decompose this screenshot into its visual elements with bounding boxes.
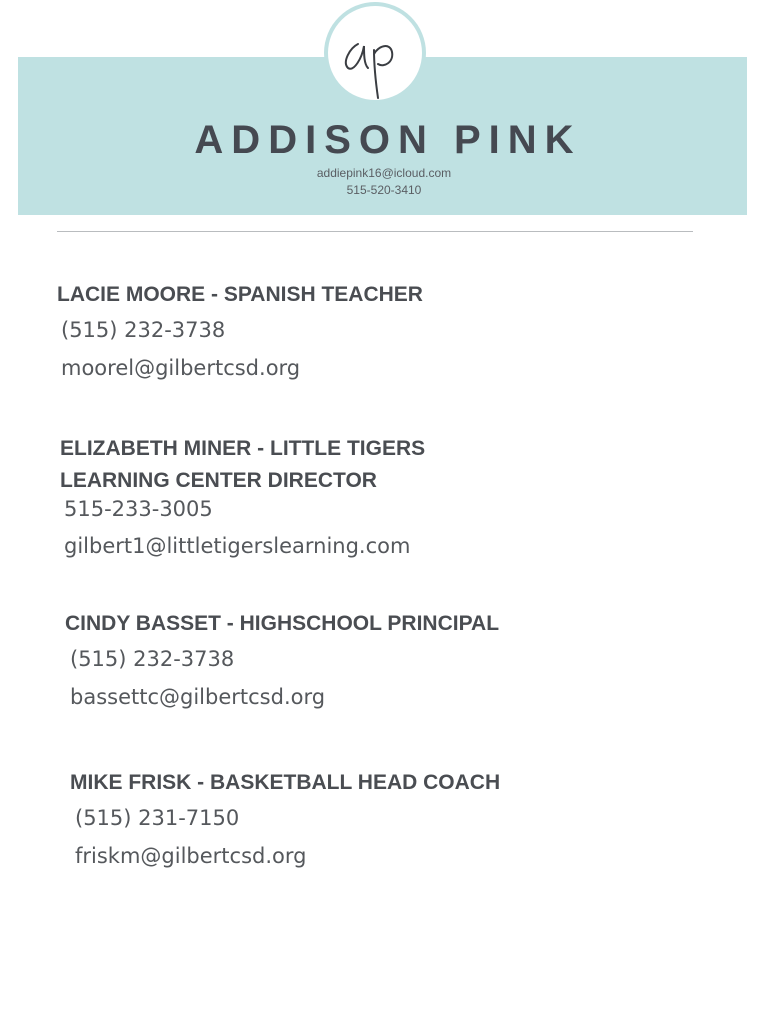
reference-entry — [70, 767, 500, 875]
monogram-logo — [328, 6, 422, 100]
header-divider — [57, 231, 693, 232]
applicant-email[interactable]: addiepink16@icloud.com — [316, 166, 452, 180]
applicant-phone: 515-520-3410 — [346, 183, 422, 197]
reference-entry — [57, 279, 423, 387]
reference-phone: 515-233-3005 — [64, 497, 213, 521]
reference-title: ELIZABETH MINER - LITTLE TIGERS — [60, 437, 426, 460]
reference-phone: (515) 232-3738 — [70, 647, 235, 671]
reference-email[interactable]: moorel@gilbertcsd.org — [61, 356, 301, 380]
reference-entry — [65, 608, 499, 716]
reference-email[interactable]: gilbert1@littletigerslearning.com — [64, 534, 411, 558]
reference-phone: (515) 232-3738 — [61, 318, 226, 342]
monogram-script-icon — [328, 6, 422, 100]
applicant-name: ADDISON PINK — [194, 118, 582, 162]
reference-title: CINDY BASSET - HIGHSCHOOL PRINCIPAL — [65, 612, 500, 635]
reference-title: LACIE MOORE - SPANISH TEACHER — [57, 283, 423, 306]
reference-phone: (515) 231-7150 — [75, 806, 240, 830]
reference-email[interactable]: friskm@gilbertcsd.org — [75, 844, 307, 868]
reference-title-continued: LEARNING CENTER DIRECTOR — [60, 469, 377, 492]
reference-entry — [60, 433, 425, 565]
reference-email[interactable]: bassettc@gilbertcsd.org — [70, 685, 326, 709]
reference-title: MIKE FRISK - BASKETBALL HEAD COACH — [70, 771, 501, 794]
